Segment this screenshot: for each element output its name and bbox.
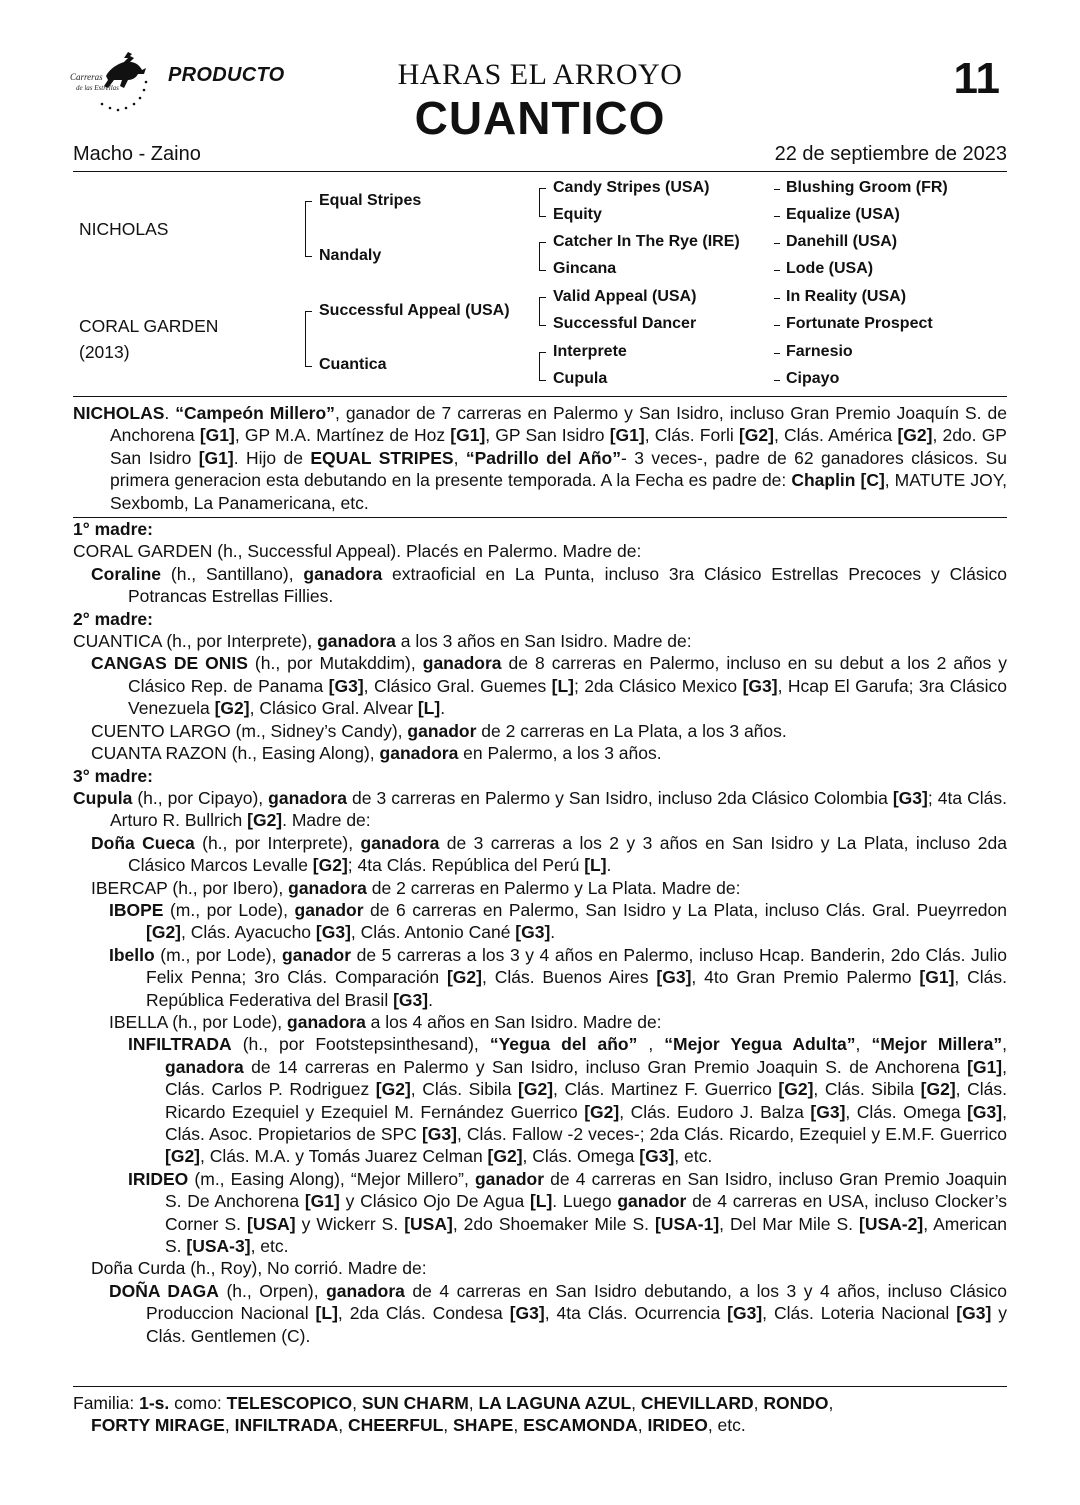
bracket-g3-1 <box>539 188 546 217</box>
pedigree-g4-7: Farnesio <box>786 343 853 360</box>
pedigree-g3-4: Gincana <box>553 260 617 277</box>
bracket-dam <box>305 311 312 367</box>
pedigree-entry: DOÑA DAGA (h., Orpen), ganadora de 4 carreras en San Isidro debutando, a los 3 y 4 años, incluso Clásico Produccion Nacional [L], 2da Clás. Condesa [G3], 4ta Clás. Ocurrencia [G3], Clás. Loteria Nacional [G3] y Clás. Gentlemen (C). <box>109 1280 1007 1346</box>
pedigree-g2-3: Successful Appeal (USA) <box>319 302 510 319</box>
pedigree-entry: IRIDEO (m., Easing Along), “Mejor Millero”, ganador de 4 carreras en San Isidro, incluso Gran Premio Joaquin S. De Anchorena [G1] y Clásico Ojo De Agua [L]. Luego ganador de 4 carreras en USA, incluso Clocker’s Corner S. [USA] y Wickerr S. [USA], 2do Shoemaker Mile S. [USA-1], Del Mar Mile S. [USA-2], American S. [USA-3], etc. <box>128 1168 1008 1257</box>
pedigree-entry: IBERCAP (h., por Ibero), ganadora de 2 carreras en Palermo y La Plata. Madre de: <box>91 877 741 898</box>
pedigree-entry: CUANTA RAZON (h., Easing Along), ganadora en Palermo, a los 3 años. <box>91 743 662 764</box>
pedigree-g4-4: Lode (USA) <box>786 260 874 277</box>
pedigree-g3-8: Cupula <box>553 370 608 387</box>
pedigree-entry: Ibello (m., por Lode), ganador de 5 carreras a los 3 y 4 años en Palermo, incluso Hcap. Banderin, 2do Clás. Julio Felix Penna; 3ro Clás. Comparación [G2], Clás. Buenos Aires [G3], 4to Gran Premio Palermo [G1], Clás. República Federativa del Brasil [G3]. <box>109 944 1007 1010</box>
pedigree-g3-3: Catcher In The Rye (IRE) <box>553 233 740 250</box>
pedigree-g3-2: Equity <box>553 206 602 223</box>
pedigree-g3-6: Successful Dancer <box>553 315 697 332</box>
logo-text-estrellas: de las Estrellas <box>76 84 119 92</box>
pedigree-g4-8: Cipayo <box>786 370 840 387</box>
catalog-body <box>73 402 1007 1347</box>
pedigree-g2-4: Cuantica <box>319 356 387 373</box>
pedigree-dam: CORAL GARDEN <box>79 316 219 336</box>
dam-heading: 1° madre: <box>73 519 153 540</box>
dam-family-sections <box>73 518 1007 1347</box>
pedigree-entry: Cupula (h., por Cipayo), ganadora de 3 carreras en Palermo y San Isidro, incluso 2da Clásico Colombia [G3]; 4ta Clás. Arturo R. Bullrich [G2]. Madre de: <box>73 787 1007 831</box>
bracket-sire <box>305 201 312 257</box>
pedigree-entry: CANGAS DE ONIS (h., por Mutakddim), ganadora de 8 carreras en Palermo, incluso en su debut a los 2 años y Clásico Rep. de Panama [G3], Clásico Gral. Guemes [L]; 2da Clásico Mexico [G3], Hcap El Garufa; 3ra Clásico Venezuela [G2], Clásico Gral. Alvear [L]. <box>91 653 1008 719</box>
pedigree-entry: CUENTO LARGO (m., Sidney’s Candy), ganador de 2 carreras en La Plata, a los 3 años. <box>91 720 787 741</box>
pedigree-entry: Doña Cueca (h., por Interprete), ganadora de 3 carreras a los 2 y 3 años en San Isidro y La Plata, incluso 2da Clásico Marcos Levalle [G2]; 4ta Clás. República del Perú [L]. <box>91 832 1008 876</box>
section-label: PRODUCTO <box>168 64 285 86</box>
birth-date: 22 de septiembre de 2023 <box>774 143 1007 165</box>
pedigree-entry: IBOPE (m., por Lode), ganador de 6 carreras en Palermo, San Isidro y La Plata, incluso Clás. Gral. Pueyrredon [G2], Clás. Ayacucho [G3], Clás. Antonio Cané [G3]. <box>109 899 1007 943</box>
sex-color: Macho - Zaino <box>73 143 201 165</box>
pedigree-g4-2: Equalize (USA) <box>786 206 900 223</box>
bracket-g3-3 <box>539 297 546 326</box>
breeder-name: HARAS EL ARROYO <box>397 58 683 91</box>
pedigree-entry: Coraline (h., Santillano), ganadora extraoficial en La Punta, incluso 3ra Clásico Estrellas Precoces y Clásico Potrancas Estrellas Fillies. <box>91 563 1007 607</box>
divider-top <box>73 171 1007 172</box>
lot-number: 11 <box>953 54 1000 103</box>
family-line <box>73 1392 1007 1437</box>
pedigree-entry: IBELLA (h., por Lode), ganadora a los 4 años en San Isidro. Madre de: <box>109 1011 662 1032</box>
pedigree-g4-6: Fortunate Prospect <box>786 315 933 332</box>
divider-pedigree <box>73 396 1007 397</box>
pedigree-g2-2: Nandaly <box>319 247 382 264</box>
family-line-2: FORTY MIRAGE, INFILTRADA, CHEERFUL, SHAPE, ESCAMONDA, IRIDEO, etc. <box>91 1415 746 1436</box>
dam-heading: 3° madre: <box>73 765 153 786</box>
pedigree-g2-1: Equal Stripes <box>319 192 422 209</box>
family-line-1: Familia: 1-s. como: TELESCOPICO, SUN CHARM, LA LAGUNA AZUL, CHEVILLARD, RONDO, <box>73 1393 834 1413</box>
pedigree-entry: CORAL GARDEN (h., Successful Appeal). Placés en Palermo. Madre de: <box>73 541 642 562</box>
pedigree-g3-5: Valid Appeal (USA) <box>553 288 697 305</box>
pedigree-entry: INFILTRADA (h., por Footstepsinthesand), “Yegua del año” , “Mejor Yegua Adulta”, “Mejor Millera”, ganadora de 14 carreras en Palermo y San Isidro, incluso Gran Premio Joaquin S. de Anchorena [G1], Clás. Carlos P. Rodriguez [G2], Clás. Sibila [G2], Clás. Martinez F. Guerrico [G2], Clás. Sibila [G2], Clás. Ricardo Ezequiel y Ezequiel M. Fernández Guerrico [G2], Clás. Eudoro J. Balza [G3], Clás. Omega [G3], Clás. Asoc. Propietarios de SPC [G3], Clás. Fallow -2 veces-; 2da Clás. Ricardo, Ezequiel y E.M.F. Guerrico [G2], Clás. M.A. y Tomás Juarez Celman [G2], Clás. Omega [G3], etc. <box>128 1034 1007 1167</box>
logo-text-carreras: Carreras <box>70 72 103 82</box>
pedigree-sire: NICHOLAS <box>79 219 169 239</box>
pedigree-g3-1: Candy Stripes (USA) <box>553 179 710 196</box>
pedigree-g4-5: In Reality (USA) <box>786 288 907 305</box>
bracket-g3-4 <box>539 352 546 381</box>
pedigree-dam-year: (2013) <box>79 342 130 362</box>
divider-family <box>73 1386 1007 1387</box>
pedigree-entry: Doña Curda (h., Roy), No corrió. Madre de: <box>91 1258 427 1279</box>
dam-heading: 2° madre: <box>73 608 153 629</box>
horse-name: CUANTICO <box>414 92 666 144</box>
bracket-g3-2 <box>539 242 546 271</box>
pedigree-g4-3: Danehill (USA) <box>786 233 898 250</box>
pedigree-entry: CUANTICA (h., por Interprete), ganadora a los 3 años en San Isidro. Madre de: <box>73 631 692 652</box>
sire-paragraph: NICHOLAS. “Campeón Millero”, ganador de 7 carreras en Palermo y San Isidro, incluso Gran Premio Joaquín S. de Anchorena [G1], GP M.A. Martínez de Hoz [G1], GP San Isidro [G1], Clás. Forli [G2], Clás. América [G2], 2do. GP San Isidro [G1]. Hijo de EQUAL STRIPES, “Padrillo del Año”- 3 veces-, padre de 62 ganadores clásicos. Su primera generacion esta debutando en la presente temporada. A la Fecha es padre de: Chaplin [C], MATUTE JOY, Sexbomb, La Panamericana, etc. <box>73 403 1007 513</box>
pedigree-g4-1: Blushing Groom (FR) <box>786 179 948 196</box>
pedigree-g3-7: Interprete <box>553 343 627 360</box>
